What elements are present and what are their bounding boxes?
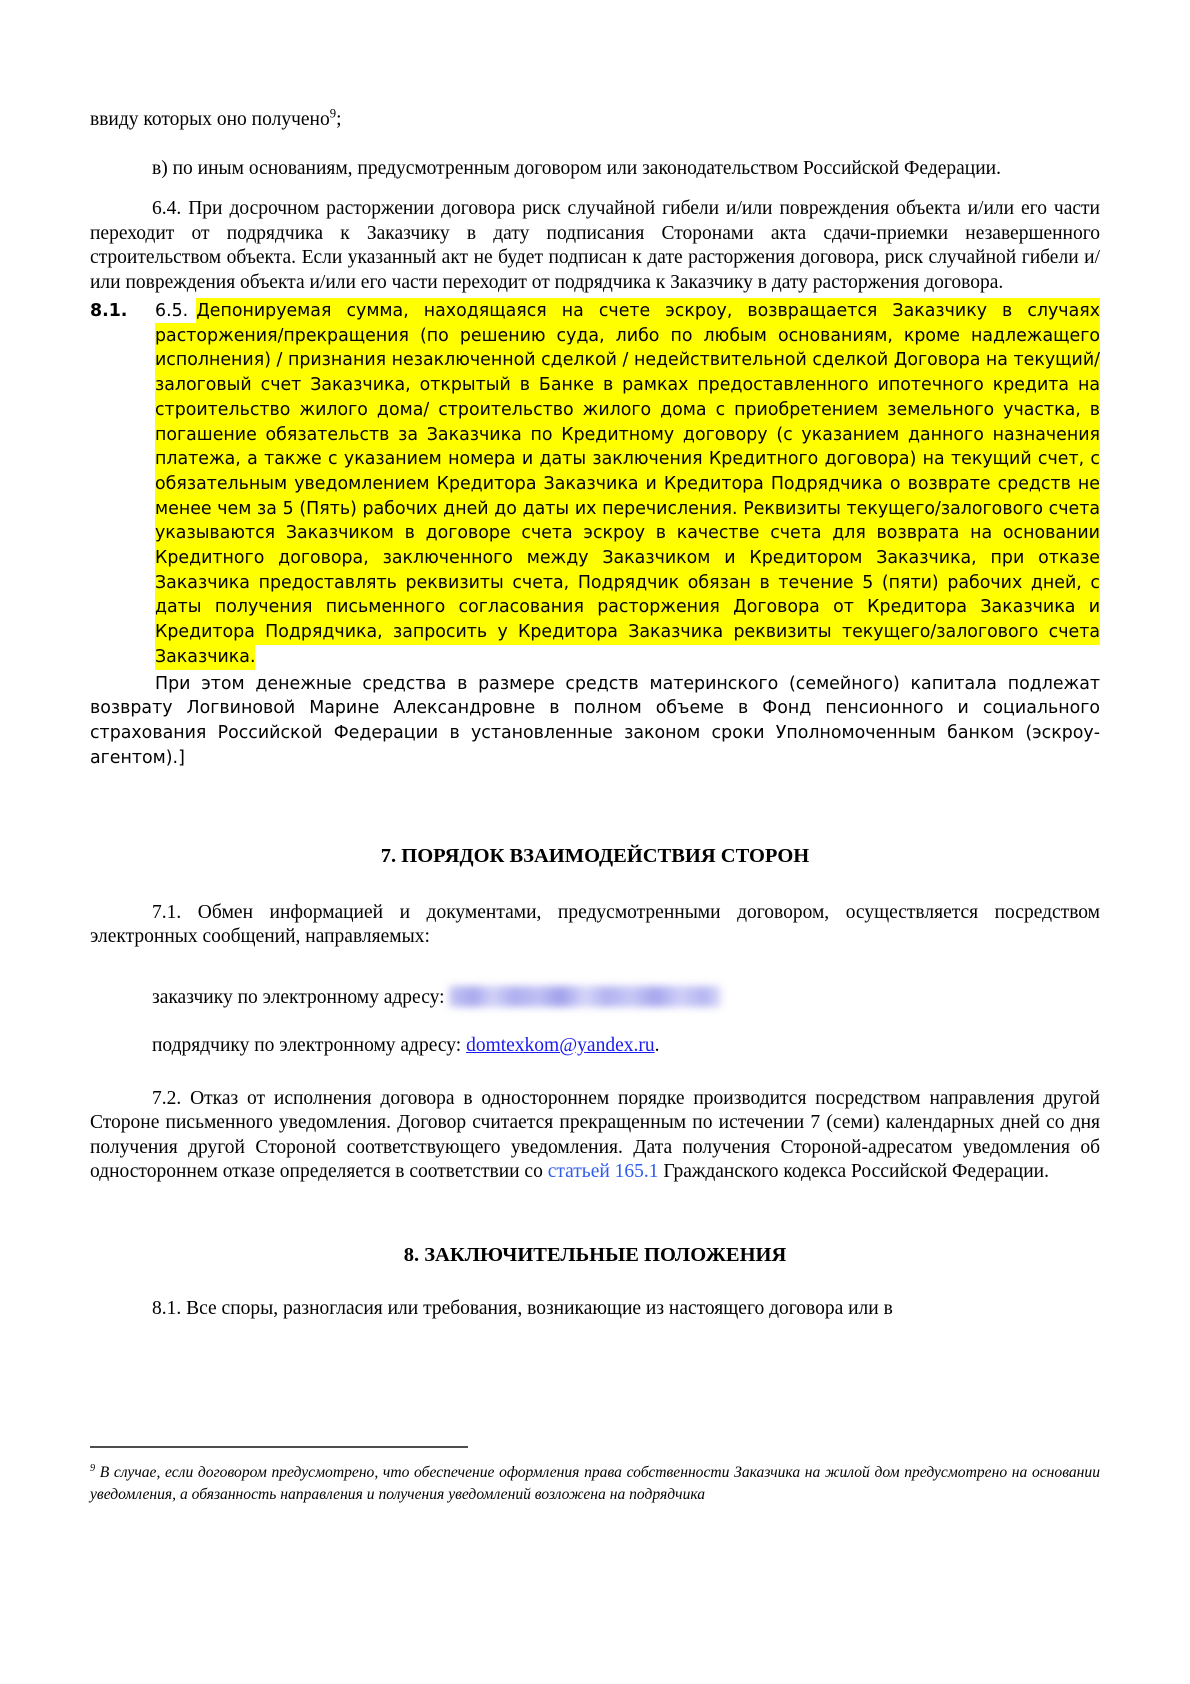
- section-8-heading: 8. ЗАКЛЮЧИТЕЛЬНЫЕ ПОЛОЖЕНИЯ: [403, 1243, 787, 1266]
- footnote-9-marker: 9: [90, 1462, 96, 1474]
- contractor-email-tail: .: [654, 1035, 660, 1057]
- footnote-area: [90, 1446, 1100, 1506]
- contractor-email-label: подрядчику по электронному адресу:: [152, 1035, 462, 1057]
- paragraph-6-4: 6.4. При досрочном расторжении договора риск случайной гибели и/или повреждения объекта и/или его части переходит от подрядчика к Заказчику в дату подписания Сторонами акта сдачи-приемки незавершенного строительством объекта. Если указанный акт не будет подписан к дате расторжения договора, риск случайной гибели и/или повреждения объекта и/или его части переходит от подрядчика к Заказчику в дату расторжения договора.: [90, 198, 1100, 293]
- clause-number-6-5: 6.5.: [155, 301, 189, 321]
- clause-6-5-block: [90, 299, 1100, 670]
- footnote-9-text: В случае, если договором предусмотрено, что обеспечение оформления права собственности Заказчика на жилой дом предусмотрено на основании уведомления, а обязанность направления и получения уведомлений возложена на подрядчика: [90, 1463, 1100, 1503]
- paragraph-8-1: 8.1. Все споры, разногласия или требования, возникающие из настоящего договора или в: [152, 1298, 893, 1320]
- paragraph-7-2-text: 7.2. Отказ от исполнения договора в одностороннем порядке производится посредством направления другой Стороне письменного уведомления. Договор считается прекращенным по истечении 7 (семи) календарных дней со дня получения другой Стороной соответствующего уведомления. Дата получения Стороной-адресатом уведомления об одностороннем отказе определяется в соответствии со: [90, 1087, 1100, 1183]
- paragraph-maternity-capital: При этом денежные средства в размере средств материнского (семейного) капитала подлежат возврату Логвиновой Марине Александровне в полном объеме в Фонд пенсионного и социального страхования Российской Федерации в установленные законом сроки Уполномоченным банком (эскроу-агентом).]: [90, 673, 1100, 768]
- paragraph-7-2-tail: Гражданского кодекса Российской Федерации.: [658, 1161, 1049, 1183]
- paragraph-7-1: 7.1. Обмен информацией и документами, предусмотренными договором, осуществляется посредством электронных сообщений, направляемых:: [90, 901, 1100, 948]
- article-165-1-link[interactable]: статьей 165.1: [547, 1161, 659, 1183]
- paragraph-carryover-tail: ;: [336, 109, 342, 130]
- customer-email-redacted[interactable]: [449, 986, 721, 1007]
- customer-email-line: [90, 986, 1100, 1011]
- contractor-email-line: [90, 1034, 1100, 1059]
- paragraph-7-2: [90, 1087, 1100, 1185]
- contractor-email-link[interactable]: domtexkom@yandex.ru: [466, 1035, 655, 1057]
- clause-number-8-1: 8.1.: [90, 301, 128, 321]
- footnote-9: [90, 1462, 1100, 1506]
- paragraph-carryover: [90, 108, 1100, 133]
- customer-email-label: заказчику по электронному адресу:: [152, 986, 445, 1008]
- section-7-heading: 7. ПОРЯДОК ВЗАИМОДЕЙСТВИЯ СТОРОН: [380, 845, 810, 868]
- footnote-separator: [90, 1446, 468, 1448]
- paragraph-carryover-text: ввиду которых оно получено: [90, 109, 330, 130]
- highlighted-clause-text: Депонируемая сумма, находящаяся на счете эскроу, возвращается Заказчику в случаях расторжения/прекращения (по решению суда, либо по любым основаниям, кроме надлежащего исполнения) / признания незаключенной сделкой / недействительной сделкой Договора на текущий/залоговый счет Заказчика, открытый в Банке в рамках предоставленного ипотечного кредита на строительство жилого дома/ строительство жилого дома с приобретением земельного участка, в погашение обязательств за Заказчика по Кредитному договору (с указанием данного назначения платежа, а также с указанием номера и даты заключения Кредитного договора) на текущий счет, с обязательным уведомлением Кредитора Заказчика и Кредитора Подрядчика о возврате средств не менее чем за 5 (Пять) рабочих дней до даты их перечисления. Реквизиты текущего/залогового счета указываются Заказчиком в договоре счета эскроу в качестве счета для возврата на основании Кредитного договора, заключенного между Заказчиком и Кредитором Заказчика, при отказе Заказчика предоставлять реквизиты счета, Подрядчик обязан в течение 5 (пяти) рабочих дней, с даты получения письменного согласования расторжения Договора от Кредитора Заказчика и Кредитора Подрядчика, запросить у Кредитора Заказчика реквизиты текущего/залогового счета Заказчика.: [155, 298, 1100, 670]
- footnote-reference-9: 9: [329, 106, 337, 121]
- paragraph-subitem-v: в) по иным основаниям, предусмотренным договором или законодательством Российской Федерации.: [152, 157, 1001, 179]
